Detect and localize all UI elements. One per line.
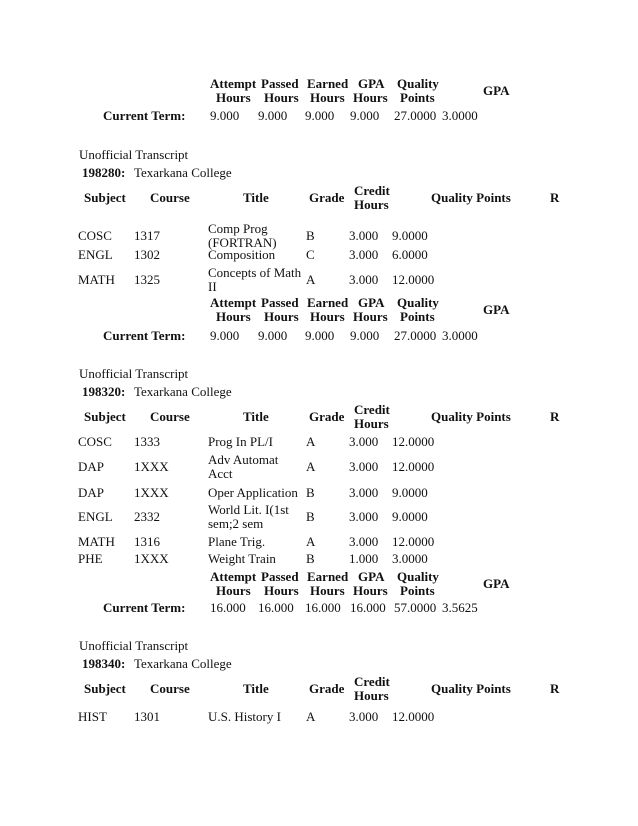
course-grade: A xyxy=(306,709,316,724)
attempt-hours-header-2: Hours xyxy=(216,309,251,324)
course-credit-hours: 3.000 xyxy=(349,534,379,549)
earned-hours-header-2: Hours xyxy=(310,309,345,324)
quality-points-value: 27.0000 xyxy=(394,328,437,343)
course-number: 1302 xyxy=(134,247,160,262)
quality-points-header: Quality xyxy=(397,295,439,310)
term-code: 198340: xyxy=(82,656,126,671)
gpa-hours-header: GPA xyxy=(358,295,385,310)
gpa-value: 3.5625 xyxy=(442,600,478,615)
passed-hours-header-2: Hours xyxy=(264,309,299,324)
earned-hours-header: Earned xyxy=(307,295,349,310)
course-title: Concepts of Math II xyxy=(208,265,302,294)
course-quality-points: 3.0000 xyxy=(392,551,428,566)
school-name: Texarkana College xyxy=(134,384,232,399)
col-credit-header-2: Hours xyxy=(354,416,389,431)
attempt-hours-header: Attempt xyxy=(210,569,257,584)
current-term-label: Current Term: xyxy=(103,600,186,615)
course-credit-hours: 3.000 xyxy=(349,272,379,287)
attempt-hours-value: 16.000 xyxy=(210,600,246,615)
course-quality-points: 6.0000 xyxy=(392,247,428,262)
col-credit-header-2: Hours xyxy=(354,197,389,212)
course-number: 1XXX xyxy=(134,459,169,474)
course-credit-hours: 3.000 xyxy=(349,709,379,724)
term-code: 198320: xyxy=(82,384,126,399)
gpa-header: GPA xyxy=(483,576,510,591)
course-credit-hours: 3.000 xyxy=(349,485,379,500)
course-quality-points: 12.0000 xyxy=(392,434,435,449)
col-quality-points-header: Quality Points xyxy=(431,681,511,696)
gpa-header: GPA xyxy=(483,83,510,98)
col-course-header: Course xyxy=(150,409,190,424)
col-subject-header: Subject xyxy=(84,681,126,696)
course-subject: ENGL xyxy=(78,247,113,262)
course-quality-points: 12.0000 xyxy=(392,272,435,287)
current-term-label: Current Term: xyxy=(103,328,186,343)
col-course-header: Course xyxy=(150,681,190,696)
col-grade-header: Grade xyxy=(309,681,345,696)
gpa-hours-value: 9.000 xyxy=(350,108,380,123)
course-credit-hours: 3.000 xyxy=(349,247,379,262)
col-r-header: R xyxy=(550,681,560,696)
col-r-header: R xyxy=(550,409,560,424)
school-name: Texarkana College xyxy=(134,165,232,180)
quality-points-header-2: Points xyxy=(400,90,435,105)
gpa-hours-header: GPA xyxy=(358,76,385,91)
earned-hours-header-2: Hours xyxy=(310,90,345,105)
course-subject: COSC xyxy=(78,228,112,243)
course-quality-points: 9.0000 xyxy=(392,485,428,500)
quality-points-value: 27.0000 xyxy=(394,108,437,123)
attempt-hours-value: 9.000 xyxy=(210,328,240,343)
col-grade-header: Grade xyxy=(309,409,345,424)
course-subject: PHE xyxy=(78,551,103,566)
col-subject-header: Subject xyxy=(84,190,126,205)
course-subject: DAP xyxy=(78,485,105,500)
col-course-header: Course xyxy=(150,190,190,205)
earned-hours-header-2: Hours xyxy=(310,583,345,598)
earned-hours-value: 9.000 xyxy=(305,108,335,123)
course-grade: A xyxy=(306,459,316,474)
course-subject: COSC xyxy=(78,434,112,449)
course-number: 1317 xyxy=(134,228,160,243)
course-subject: MATH xyxy=(78,272,115,287)
gpa-hours-header-2: Hours xyxy=(353,90,388,105)
passed-hours-header-2: Hours xyxy=(264,583,299,598)
course-number: 1325 xyxy=(134,272,160,287)
gpa-hours-value: 9.000 xyxy=(350,328,380,343)
school-name: Texarkana College xyxy=(134,656,232,671)
attempt-hours-header: Attempt xyxy=(210,295,257,310)
course-credit-hours: 1.000 xyxy=(349,551,379,566)
col-credit-header-2: Hours xyxy=(354,688,389,703)
course-title: U.S. History I xyxy=(208,709,281,724)
quality-points-header-2: Points xyxy=(400,309,435,324)
col-quality-points-header: Quality Points xyxy=(431,409,511,424)
course-number: 2332 xyxy=(134,509,160,524)
passed-hours-value: 16.000 xyxy=(258,600,294,615)
course-grade: B xyxy=(306,485,315,500)
course-number: 1XXX xyxy=(134,485,169,500)
earned-hours-header: Earned xyxy=(307,76,349,91)
passed-hours-value: 9.000 xyxy=(258,108,288,123)
attempt-hours-header: Attempt xyxy=(210,76,257,91)
earned-hours-value: 9.000 xyxy=(305,328,335,343)
course-credit-hours: 3.000 xyxy=(349,434,379,449)
course-number: 1333 xyxy=(134,434,160,449)
course-subject: HIST xyxy=(78,709,107,724)
course-subject: MATH xyxy=(78,534,115,549)
course-grade: A xyxy=(306,272,316,287)
current-term-label: Current Term: xyxy=(103,108,186,123)
course-quality-points: 12.0000 xyxy=(392,534,435,549)
course-title: Prog In PL/I xyxy=(208,434,273,449)
col-title-header: Title xyxy=(243,190,269,205)
quality-points-value: 57.0000 xyxy=(394,600,437,615)
course-quality-points: 9.0000 xyxy=(392,228,428,243)
col-grade-header: Grade xyxy=(309,190,345,205)
course-credit-hours: 3.000 xyxy=(349,459,379,474)
course-grade: B xyxy=(306,551,315,566)
course-grade: B xyxy=(306,509,315,524)
gpa-hours-value: 16.000 xyxy=(350,600,386,615)
col-credit-header: Credit xyxy=(354,183,390,198)
quality-points-header: Quality xyxy=(397,569,439,584)
course-title: World Lit. I(1st sem;2 sem xyxy=(208,502,289,531)
passed-hours-header: Passed xyxy=(261,569,299,584)
earned-hours-value: 16.000 xyxy=(305,600,341,615)
col-title-header: Title xyxy=(243,681,269,696)
passed-hours-value: 9.000 xyxy=(258,328,288,343)
course-subject: DAP xyxy=(78,459,105,474)
gpa-header: GPA xyxy=(483,302,510,317)
col-quality-points-header: Quality Points xyxy=(431,190,511,205)
earned-hours-header: Earned xyxy=(307,569,349,584)
col-credit-header: Credit xyxy=(354,674,390,689)
course-title: Plane Trig. xyxy=(208,534,266,549)
col-r-header: R xyxy=(550,190,560,205)
course-title: Oper Application xyxy=(208,485,298,500)
unofficial-transcript-label: Unofficial Transcript xyxy=(79,147,189,162)
attempt-hours-header-2: Hours xyxy=(216,583,251,598)
quality-points-header-2: Points xyxy=(400,583,435,598)
col-credit-header: Credit xyxy=(354,402,390,417)
course-title: Comp Prog (FORTRAN) xyxy=(208,221,277,250)
course-number: 1XXX xyxy=(134,551,169,566)
passed-hours-header: Passed xyxy=(261,76,299,91)
gpa-hours-header-2: Hours xyxy=(353,583,388,598)
course-title: Weight Train xyxy=(208,551,276,566)
course-grade: A xyxy=(306,534,316,549)
term-code: 198280: xyxy=(82,165,126,180)
attempt-hours-value: 9.000 xyxy=(210,108,240,123)
quality-points-header: Quality xyxy=(397,76,439,91)
gpa-value: 3.0000 xyxy=(442,108,478,123)
course-number: 1301 xyxy=(134,709,160,724)
course-quality-points: 9.0000 xyxy=(392,509,428,524)
course-credit-hours: 3.000 xyxy=(349,509,379,524)
attempt-hours-header-2: Hours xyxy=(216,90,251,105)
gpa-value: 3.0000 xyxy=(442,328,478,343)
col-title-header: Title xyxy=(243,409,269,424)
course-title: Adv Automat Acct xyxy=(208,452,279,481)
gpa-hours-header-2: Hours xyxy=(353,309,388,324)
course-number: 1316 xyxy=(134,534,160,549)
course-credit-hours: 3.000 xyxy=(349,228,379,243)
passed-hours-header-2: Hours xyxy=(264,90,299,105)
course-quality-points: 12.0000 xyxy=(392,459,435,474)
course-grade: B xyxy=(306,228,315,243)
passed-hours-header: Passed xyxy=(261,295,299,310)
course-title: Composition xyxy=(208,247,276,262)
col-subject-header: Subject xyxy=(84,409,126,424)
course-quality-points: 12.0000 xyxy=(392,709,435,724)
course-grade: A xyxy=(306,434,316,449)
course-grade: C xyxy=(306,247,315,262)
course-subject: ENGL xyxy=(78,509,113,524)
unofficial-transcript-label: Unofficial Transcript xyxy=(79,638,189,653)
unofficial-transcript-label: Unofficial Transcript xyxy=(79,366,189,381)
gpa-hours-header: GPA xyxy=(358,569,385,584)
